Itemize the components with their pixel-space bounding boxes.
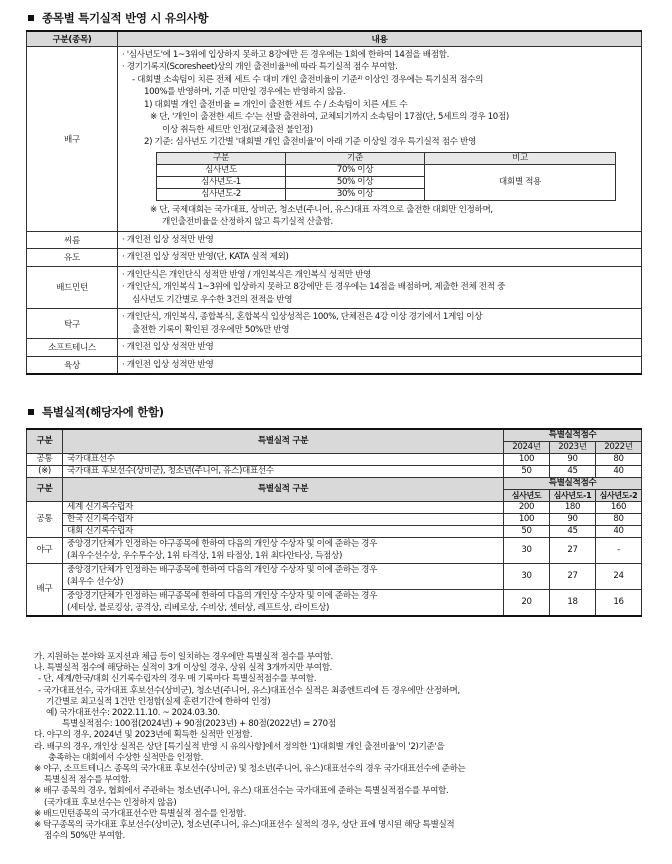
table-row-yuksang xyxy=(27,356,642,374)
sport-notes-table xyxy=(26,30,642,375)
row-label: 육상 xyxy=(27,356,118,374)
content-line: 100%를 반영하며, 기준 미만일 경우에는 반영하지 않음. xyxy=(144,87,346,97)
note-line: ※ 야구, 소프트테니스 종목의 국가대표 후보선수(상비군) 및 청소년(주니어, 유스)대표선수의 경우 국가대표선수에 준하는 xyxy=(34,764,466,775)
note-line: 다. 야구의 경우, 2024년 및 2023년에 획득한 실적만 인정함. xyxy=(34,730,253,741)
section1-title: 종목별 특기실적 반영 시 유의사항 xyxy=(28,10,208,26)
score-cell: 27 xyxy=(550,538,596,564)
score-cell: 90 xyxy=(550,514,596,526)
note-line: 특별실적 점수를 부여함. xyxy=(44,775,131,786)
inner-header: 구분 xyxy=(157,152,286,164)
row-content xyxy=(118,356,642,374)
score-cell: 50 xyxy=(504,466,550,478)
inner-cell: 심사년도 xyxy=(157,164,286,176)
item-cell: 국가대표선수 xyxy=(63,454,504,466)
group-label-baseball: 야구 xyxy=(27,538,63,564)
header-score-group: 특별실적점수 xyxy=(504,478,642,490)
participation-criteria-table xyxy=(156,152,616,201)
inner-cell: 50% 이상 xyxy=(286,176,425,188)
header-year: 2024년 xyxy=(504,442,550,454)
item-cell: 세계 신기록수립자 xyxy=(63,502,504,514)
header-item: 특별실적 구분 xyxy=(63,478,504,502)
table-row xyxy=(27,454,642,466)
group-label-volleyball: 배구 xyxy=(27,564,63,617)
content-line: · 개인전 입상 성적만 반영 xyxy=(122,359,214,370)
score-cell: 24 xyxy=(596,564,642,590)
note-line: 가. 지원하는 분야와 포지션과 체급 등이 일치하는 경우에만 특별실적 점수를 부여함. xyxy=(34,652,333,662)
note-line: 나. 특별실적 점수에 해당하는 실적이 3개 이상일 경우, 상위 실적 3개까지만 부여함. xyxy=(34,663,333,674)
note-line: ※ 배구 종목의 경우, 협회에서 주관하는 청소년(주니어, 유스) 대표선수는 국가대표에 준하는 특별실적점수를 부여함. xyxy=(34,786,449,797)
row-content xyxy=(118,249,642,267)
content-line: 이상 취득한 세트만 인정(교체출전 불인정) xyxy=(162,124,313,135)
inner-note-cell: 대회별 적용 xyxy=(425,164,616,200)
table-row-ssireum xyxy=(27,231,642,249)
special-achievement-table xyxy=(26,428,642,617)
content-line: · 개인단식, 개인복식, 종합복식, 혼합복식 입상성적은 100%, 단체전은 4강 이상 경기에서 1게임 이상 xyxy=(122,312,483,322)
content-line: · 개인전 입상 성적만 반영 xyxy=(122,234,214,245)
score-cell: - xyxy=(596,538,642,564)
score-cell: 80 xyxy=(596,514,642,526)
square-bullet-icon xyxy=(28,409,34,415)
note-line: ※ 배드민턴종목의 국가대표선수만 특별실적 점수를 인정함. xyxy=(34,808,246,819)
header-category: 구분 xyxy=(27,478,63,502)
score-cell: 100 xyxy=(504,454,550,466)
table-row xyxy=(27,466,642,478)
header-score-group: 특별실적점수 xyxy=(504,429,642,442)
table-row xyxy=(27,502,642,514)
content-line: 개인출전비율을 산정하지 않고 특기실적 산출함. xyxy=(162,217,333,227)
item-cell: 한국 신기록수립자 xyxy=(63,514,504,526)
score-cell: 30 xyxy=(504,538,550,564)
table-row xyxy=(27,526,642,538)
content-line: · 개인단식, 개인복식 1~3위에 입상하지 못하고 8강에만 든 경우에는 14점을 배점하며, 제출한 전체 전적 중 xyxy=(122,282,506,292)
score-cell: 40 xyxy=(596,526,642,538)
score-cell: 180 xyxy=(550,502,596,514)
row-label: 유도 xyxy=(27,249,118,267)
content-line: - 대회별 소속팀이 치른 전체 세트 수 대비 개인 출전비율이 기준²⁾ 이상인 경우에는 특기실적 점수의 xyxy=(132,74,484,85)
note-line: 예) 국가대표선수: 2022.11.10. ~ 2024.03.30. xyxy=(46,708,220,719)
note-line: 충족하는 대회에서 수상한 실적만을 인정함. xyxy=(48,752,204,763)
header-year: 심사년도-2 xyxy=(596,490,642,502)
content-line: · '심사년도'에 1~3위에 입상하지 못하고 8강에만 든 경우에는 1회에 한하여 14점을 배점함. xyxy=(122,49,449,60)
item-cell: 중앙경기단체가 인정하는 야구종목에 한하여 다음의 개인상 수상자 및 이에 준하는 경우 (최우수선수상, 우수투수상, 1위 타격상, 1위 타점상, 1위 최다안타상, 득점상) xyxy=(63,538,504,564)
item-cell: 국가대표 후보선수(상비군), 청소년(주니어, 유스)대표선수 xyxy=(63,466,504,478)
note-line: 점수의 50%만 부여함. xyxy=(44,831,125,842)
note-line: 기간별로 최고실적 1건만 인정함(실제 훈련기간에 한하여 인정) xyxy=(46,696,271,707)
header-category: 구분 xyxy=(27,429,63,454)
group-label-note: (※) xyxy=(27,466,63,478)
row-content xyxy=(118,266,642,309)
table-row-yudo xyxy=(27,249,642,267)
note-line: - 단, 세계/한국/대회 신기록수립자의 경우 매 기록마다 특별실적점수를 부여함. xyxy=(38,674,317,685)
table-row-softtennis xyxy=(27,339,642,357)
score-cell: 16 xyxy=(596,590,642,617)
note-line: 라. 배구의 경우, 개인상 실적은 상단 [특기실적 반영 시 유의사항]에서 정의한 '1)대회별 개인 출전비율'이 '2)기준'을 xyxy=(34,741,445,752)
inner-cell: 심사년도-2 xyxy=(157,188,286,200)
note-line: (국가대표 후보선수는 인정하지 않음) xyxy=(44,797,177,808)
score-cell: 50 xyxy=(504,526,550,538)
content-line: 1) 대회별 개인 출전비율 = 개인이 출전한 세트 수 / 소속팀이 치른 세트 수 xyxy=(144,99,408,110)
score-cell: 30 xyxy=(504,564,550,590)
score-cell: 20 xyxy=(504,590,550,617)
inner-cell: 심사년도-1 xyxy=(157,176,286,188)
content-line: 심사년도 기간별로 우수한 3건의 전적을 반영 xyxy=(132,294,293,305)
inner-header: 기준 xyxy=(286,152,425,164)
score-cell: 18 xyxy=(550,590,596,617)
row-label: 씨름 xyxy=(27,231,118,249)
header-year: 심사년도 xyxy=(504,490,550,502)
section2-title: 특별실적(해당자에 한함) xyxy=(28,404,164,420)
content-line: · 개인단식은 개인단식 성적만 반영 / 개인복식은 개인복식 성적만 반영 xyxy=(122,269,372,280)
row-label: 배드민턴 xyxy=(27,266,118,309)
note-line: ※ 탁구종목의 국가대표 후보선수(상비군), 청소년(주니어, 유스)대표선수 실적의 경우, 상단 표에 명시된 해당 특별실적 xyxy=(34,820,455,831)
score-cell: 90 xyxy=(550,454,596,466)
score-cell: 160 xyxy=(596,502,642,514)
score-cell: 100 xyxy=(504,514,550,526)
item-cell: 중앙경기단체가 인정하는 배구종목에 한하여 다음의 개인상 수상자 및 이에 준하는 경우 (세터상, 블로킹상, 공격상, 리베로상, 수비상, 센터상, 레프트상, 라이트상) xyxy=(63,590,504,617)
item-cell: 중앙경기단체가 인정하는 배구종목에 한하여 다음의 개인상 수상자 및 이에 준하는 경우 (최우수 선수상) xyxy=(63,564,504,590)
content-line: 2) 기준: 심사년도 기간별 '대회별 개인 출전비율'이 아래 기준 이상일 경우 특기실적 점수 반영 xyxy=(144,137,476,147)
row-label: 소프트테니스 xyxy=(27,339,118,357)
content-line: · 개인전 입상 성적만 반영(단, KATA 실적 제외) xyxy=(122,252,289,262)
header-year: 심사년도-1 xyxy=(550,490,596,502)
note-line: - 국가대표선수, 국가대표 후보선수(상비군), 청소년(주니어, 유스)대표선수 실적은 최종엔트리에 든 경우에만 산정하며, xyxy=(38,685,460,696)
row-content-baegu xyxy=(118,46,642,231)
notes-block xyxy=(34,652,654,842)
content-line: ※ 단, 국제대회는 국가대표, 상비군, 청소년(주니어, 유스)대표 자격으로 출전한 대회만 인정하며, xyxy=(150,204,493,215)
content-line: · 경기기록지(Scoresheet)상의 개인 출전비율¹⁾에 따라 특기실적 점수 부여함. xyxy=(122,62,398,72)
inner-cell: 30% 이상 xyxy=(286,188,425,200)
row-content xyxy=(118,309,642,339)
row-label-baegu: 배구 xyxy=(27,46,118,231)
table-row-baegu xyxy=(27,46,642,231)
content-line: ※ 단, '개인이 출전한 세트 수'는 선발 출전하여, 교체되기까지 소속팀이 17점(단, 5세트의 경우 10점) xyxy=(150,112,509,122)
row-label: 탁구 xyxy=(27,309,118,339)
group-label-common: 공통 xyxy=(27,502,63,538)
content-line: · 개인전 입상 성적만 반영 xyxy=(122,342,214,352)
square-bullet-icon xyxy=(28,15,34,21)
score-cell: 80 xyxy=(596,454,642,466)
header-year: 2022년 xyxy=(596,442,642,454)
item-cell: 대회 신기록수립자 xyxy=(63,526,504,538)
group-label-common: 공통 xyxy=(27,454,63,466)
content-line: 출전한 기록이 확인된 경우에만 50%만 반영 xyxy=(132,324,290,335)
header-content: 내용 xyxy=(118,31,642,46)
table-row-takgu xyxy=(27,309,642,339)
row-content xyxy=(118,231,642,249)
inner-header: 비고 xyxy=(425,152,616,164)
header-item: 특별실적 구분 xyxy=(63,429,504,454)
header-category: 구분(종목) xyxy=(27,31,118,46)
score-cell: 40 xyxy=(596,466,642,478)
score-cell: 45 xyxy=(550,526,596,538)
header-year: 2023년 xyxy=(550,442,596,454)
row-content xyxy=(118,339,642,357)
note-line: 특별실적점수: 100점(2024년) + 90점(2023년) + 80점(2022년) = 270점 xyxy=(62,719,336,730)
table-row-baseball xyxy=(27,538,642,564)
score-cell: 27 xyxy=(550,564,596,590)
inner-cell: 70% 이상 xyxy=(286,164,425,176)
score-cell: 45 xyxy=(550,466,596,478)
table-row-volleyball xyxy=(27,564,642,590)
table-row-badminton xyxy=(27,266,642,309)
score-cell: 200 xyxy=(504,502,550,514)
table-row xyxy=(27,514,642,526)
table-row-volleyball xyxy=(27,590,642,617)
